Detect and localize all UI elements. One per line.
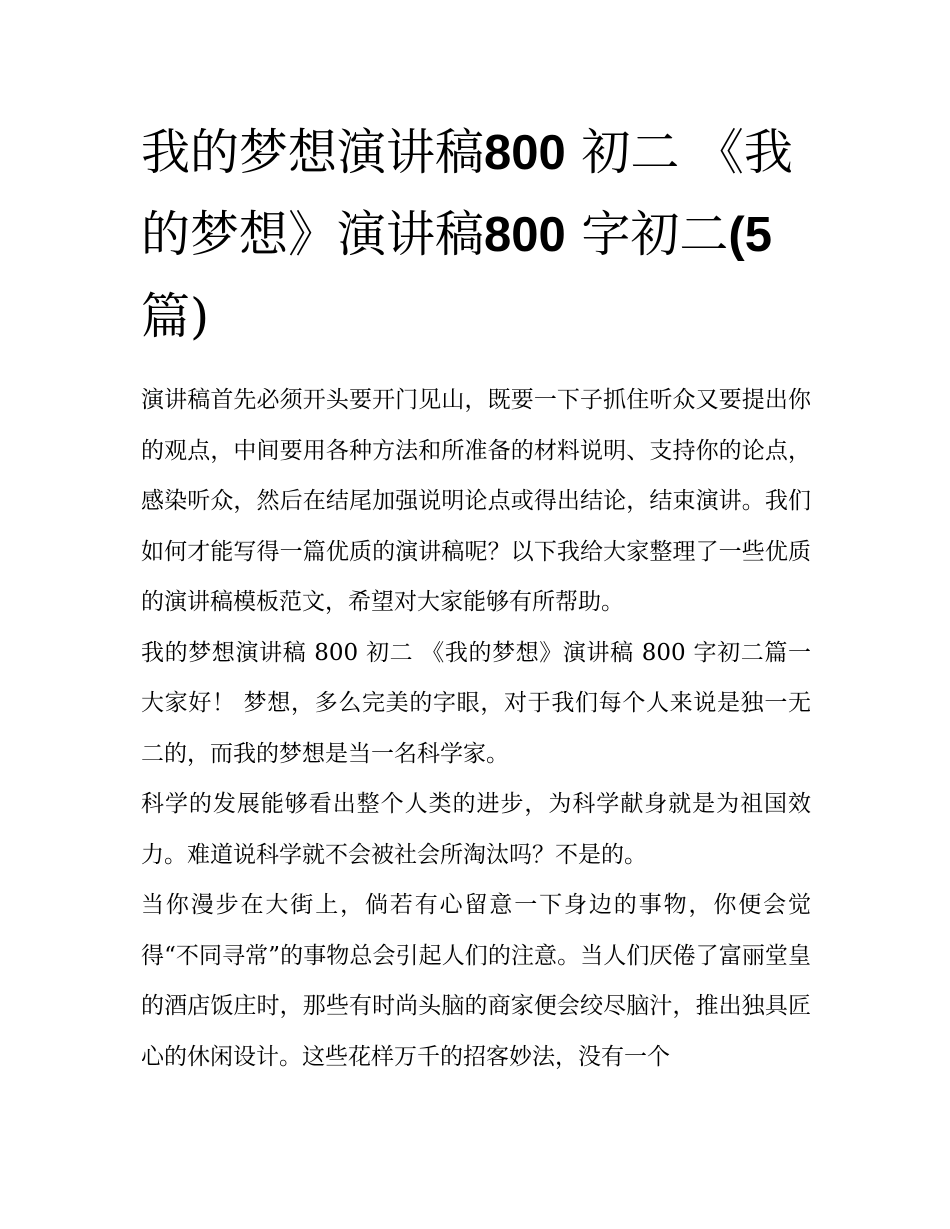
title-count: (5: [728, 208, 772, 262]
title-text: 篇): [141, 288, 210, 345]
title-text: 我的梦想演讲稿: [141, 124, 485, 181]
body-paragraph: 科学的发展能够看出整个人类的进步，为科学献身就是为祖国效力。难道说科学就不会被社会所淘汰吗？不是的。: [141, 791, 811, 868]
document-title: [141, 112, 811, 357]
body-paragraph: 我的梦想演讲稿 800 初二 《我的梦想》演讲稿 800 字初二篇一 大家好！ 梦想，多么完美的字眼，对于我们每个人来说是独一无二的，而我的梦想是当一名科学家。: [141, 639, 811, 767]
intro-paragraph: 演讲稿首先必须开头要开门见山，既要一下子抓住听众又要提出你的观点，中间要用各种方法和所准备的材料说明、支持你的论点，感染听众，然后在结尾加强说明论点或得出结论，结束演讲。我们如何才能写得一篇优质的演讲稿呢？以下我给大家整理了一些优质的演讲稿模板范文，希望对大家能够有所帮助。: [141, 387, 811, 615]
title-number: 800: [484, 208, 566, 262]
title-text: 初二 《我的梦想》演讲稿: [141, 124, 793, 263]
body-paragraph: 当你漫步在大街上，倘若有心留意一下身边的事物，你便会觉得“不同寻常”的事物总会引起人们的注意。当人们厌倦了富丽堂皇的酒店饭庄时，那些有时尚头脑的商家便会绞尽脑汁，推出独具匠心的休闲设计。这些花样万千的招客妙法，没有一个: [141, 892, 811, 1070]
title-text: 字初二: [581, 206, 729, 263]
title-number: 800: [484, 126, 566, 180]
document-body: [141, 112, 811, 1082]
